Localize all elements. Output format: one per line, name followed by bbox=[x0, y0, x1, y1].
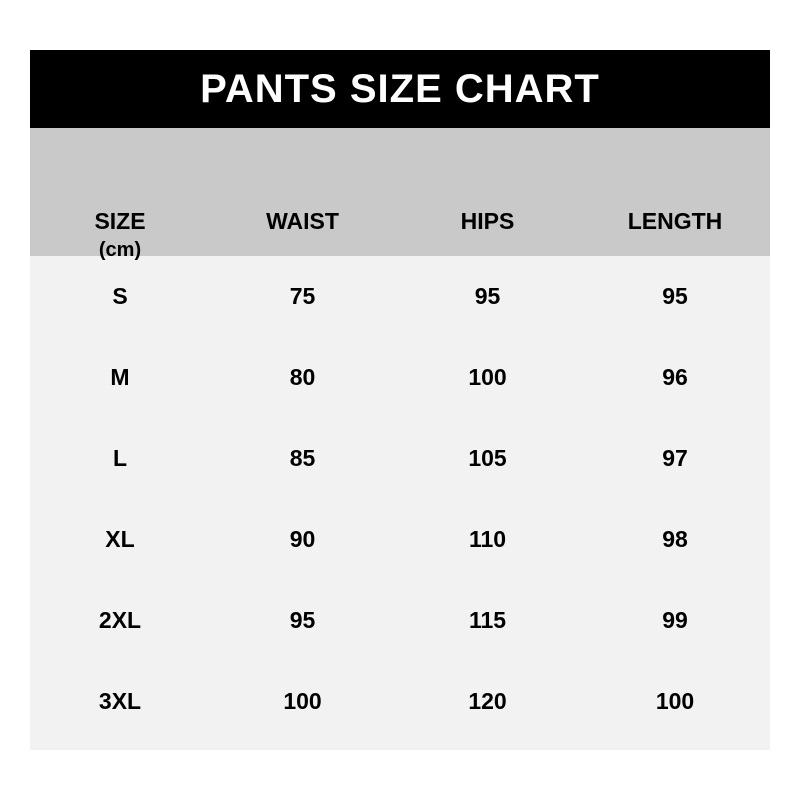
cell-hips: 110 bbox=[468, 526, 507, 552]
table-row bbox=[30, 580, 770, 661]
cell-waist: 90 bbox=[289, 526, 316, 552]
cell-hips: 95 bbox=[474, 283, 501, 309]
column-header-size bbox=[30, 128, 210, 264]
table-header-row bbox=[30, 128, 770, 262]
table-row bbox=[30, 418, 770, 499]
cell-hips: 105 bbox=[468, 445, 507, 471]
cell-length: 98 bbox=[662, 526, 688, 552]
cell-waist: 85 bbox=[289, 445, 316, 471]
table-row bbox=[30, 661, 770, 742]
table-body bbox=[30, 256, 770, 742]
cell-hips: 120 bbox=[468, 688, 507, 714]
cell-size: XL bbox=[105, 526, 135, 552]
column-header-size-label: SIZE bbox=[94, 208, 146, 234]
cell-size: L bbox=[112, 445, 128, 471]
cell-hips: 115 bbox=[468, 607, 507, 633]
cell-size: 2XL bbox=[98, 607, 142, 633]
cell-waist: 100 bbox=[283, 688, 322, 714]
cell-length: 100 bbox=[655, 688, 695, 714]
table-row bbox=[30, 337, 770, 418]
cell-length: 96 bbox=[662, 364, 688, 390]
cell-waist: 80 bbox=[289, 364, 316, 390]
pants-size-chart bbox=[30, 50, 770, 750]
table-row bbox=[30, 499, 770, 580]
cell-length: 95 bbox=[662, 283, 688, 309]
cell-length: 99 bbox=[662, 607, 688, 633]
column-header-length: LENGTH bbox=[627, 208, 723, 234]
column-header-unit-note: (cm) bbox=[98, 239, 142, 262]
table-row bbox=[30, 256, 770, 337]
column-header-hips: HIPS bbox=[460, 208, 515, 234]
column-header-waist: WAIST bbox=[266, 208, 339, 234]
cell-waist: 75 bbox=[289, 283, 316, 309]
page-title: PANTS SIZE CHART bbox=[200, 67, 600, 111]
cell-hips: 100 bbox=[468, 364, 507, 390]
cell-size: M bbox=[110, 364, 130, 390]
cell-length: 97 bbox=[662, 445, 688, 471]
chart-title-bar bbox=[30, 50, 770, 128]
cell-waist: 95 bbox=[289, 607, 316, 633]
cell-size: 3XL bbox=[98, 688, 142, 714]
cell-size: S bbox=[112, 283, 128, 309]
